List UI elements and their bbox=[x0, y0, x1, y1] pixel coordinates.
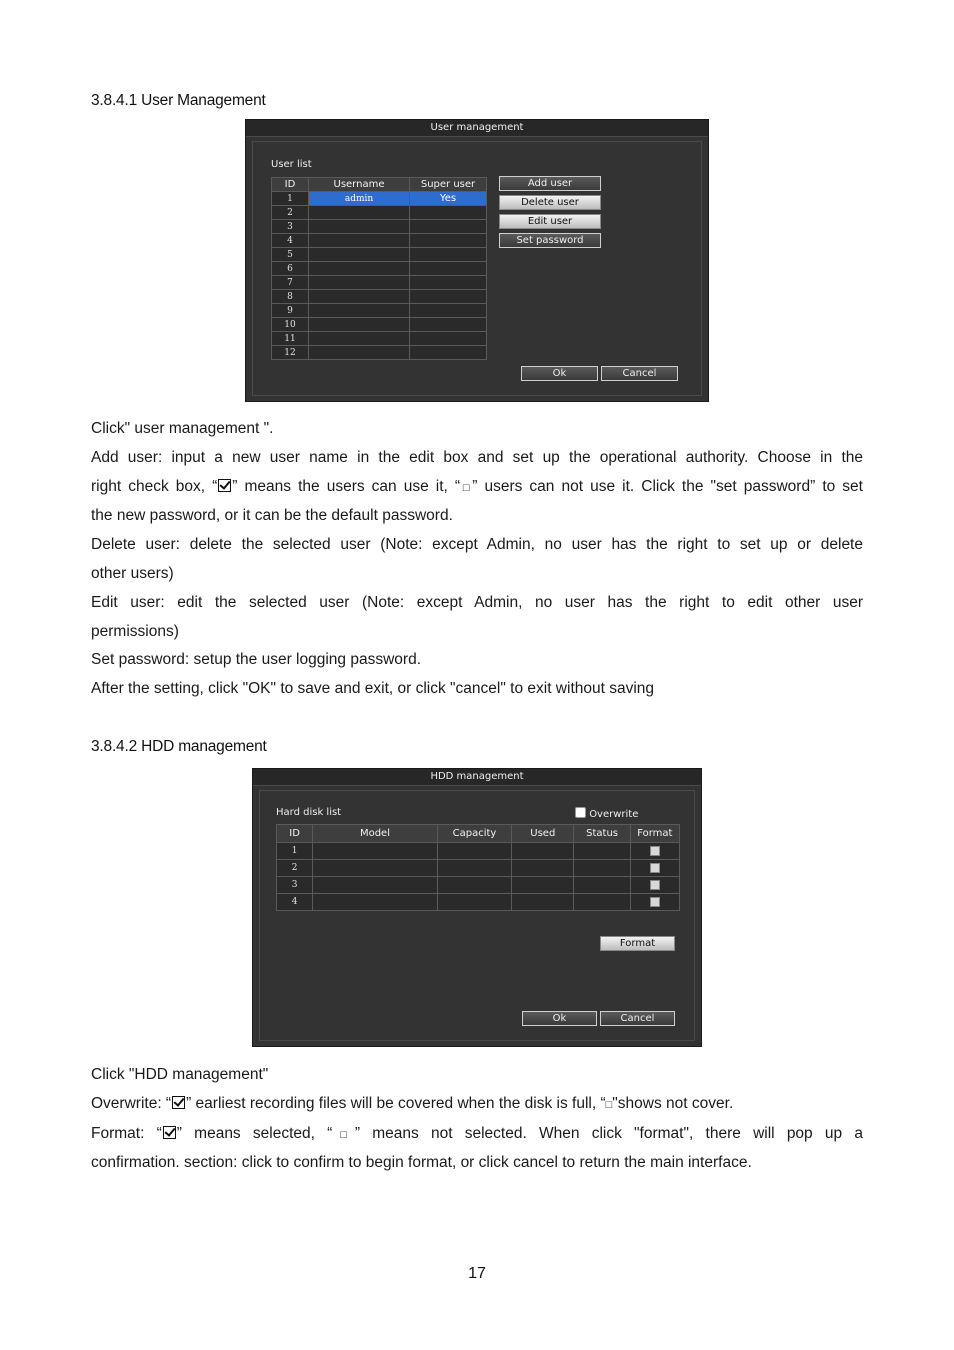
format-checkbox-icon[interactable] bbox=[650, 897, 660, 907]
paragraph: Click" user management ". bbox=[91, 420, 274, 437]
column-header-model: Model bbox=[313, 825, 438, 843]
cell-status bbox=[574, 877, 630, 894]
cell-format bbox=[630, 843, 679, 860]
empty-box-icon: □ bbox=[605, 1098, 613, 1111]
cell-super-user bbox=[410, 276, 487, 290]
table-row[interactable] bbox=[277, 877, 680, 894]
text: ” earliest recording files will be covered when the disk is full, “ bbox=[186, 1094, 606, 1112]
cell-format bbox=[630, 877, 679, 894]
table-row[interactable] bbox=[272, 234, 487, 248]
table-row[interactable] bbox=[277, 860, 680, 877]
cell-model bbox=[313, 877, 438, 894]
cell-id: 6 bbox=[272, 262, 309, 276]
cell-username bbox=[309, 290, 410, 304]
section1-body bbox=[91, 415, 863, 704]
column-header-id: ID bbox=[272, 178, 309, 192]
cell-username bbox=[309, 318, 410, 332]
cell-username bbox=[309, 262, 410, 276]
table-row[interactable] bbox=[272, 332, 487, 346]
cell-super-user bbox=[410, 346, 487, 360]
table-row[interactable] bbox=[272, 220, 487, 234]
section-heading-user-management: 3.8.4.1 User Management bbox=[91, 92, 266, 109]
hard-disk-table bbox=[276, 824, 680, 911]
cell-username bbox=[309, 220, 410, 234]
hdd-management-window bbox=[252, 768, 702, 1047]
paragraph: Click "HDD management" bbox=[91, 1066, 269, 1083]
cancel-button[interactable]: Cancel bbox=[600, 1011, 675, 1026]
empty-box-icon: □ bbox=[460, 481, 473, 494]
cell-used bbox=[512, 894, 574, 911]
cell-capacity bbox=[437, 877, 511, 894]
cell-id: 5 bbox=[272, 248, 309, 262]
column-header-capacity: Capacity bbox=[437, 825, 511, 843]
cell-username bbox=[309, 276, 410, 290]
table-row[interactable] bbox=[277, 894, 680, 911]
cell-capacity bbox=[437, 843, 511, 860]
cell-super-user bbox=[410, 220, 487, 234]
format-button[interactable]: Format bbox=[600, 936, 675, 951]
paragraph: the new password, or it can be the default password. bbox=[91, 507, 453, 525]
cell-username bbox=[309, 304, 410, 318]
section-heading-hdd-management: 3.8.4.2 HDD management bbox=[91, 738, 267, 755]
cell-username bbox=[309, 248, 410, 262]
cell-model bbox=[313, 843, 438, 860]
cell-used bbox=[512, 860, 574, 877]
window-title: User management bbox=[246, 120, 708, 137]
cell-id: 9 bbox=[272, 304, 309, 318]
cell-id: 7 bbox=[272, 276, 309, 290]
paragraph: Edit user: edit the selected user (Note: except Admin, no user has the right to edit other user bbox=[91, 593, 863, 611]
column-header-status: Status bbox=[574, 825, 630, 843]
text: ” means not selected. When click "format", there will pop up a bbox=[354, 1124, 863, 1142]
edit-user-button[interactable]: Edit user bbox=[499, 214, 601, 229]
paragraph-line bbox=[91, 1090, 863, 1120]
ok-button[interactable]: Ok bbox=[522, 1011, 597, 1026]
checked-box-icon bbox=[163, 1126, 176, 1139]
column-header-format: Format bbox=[630, 825, 679, 843]
table-row[interactable] bbox=[272, 318, 487, 332]
table-row[interactable] bbox=[272, 346, 487, 360]
paragraph-line bbox=[91, 1120, 863, 1150]
cell-id: 2 bbox=[277, 860, 313, 877]
cell-super-user bbox=[410, 290, 487, 304]
cell-id: 2 bbox=[272, 206, 309, 220]
cell-id: 11 bbox=[272, 332, 309, 346]
column-header-id: ID bbox=[277, 825, 313, 843]
format-checkbox-icon[interactable] bbox=[650, 846, 660, 856]
user-management-window bbox=[245, 119, 709, 402]
overwrite-label: Overwrite bbox=[589, 809, 639, 820]
cell-used bbox=[512, 843, 574, 860]
cell-used bbox=[512, 877, 574, 894]
table-row[interactable] bbox=[272, 290, 487, 304]
table-row[interactable] bbox=[272, 276, 487, 290]
cell-id: 8 bbox=[272, 290, 309, 304]
checkbox-icon[interactable] bbox=[575, 807, 586, 818]
cell-super-user bbox=[410, 206, 487, 220]
column-header-username: Username bbox=[309, 178, 410, 192]
cell-model bbox=[313, 894, 438, 911]
cell-id: 4 bbox=[277, 894, 313, 911]
format-checkbox-icon[interactable] bbox=[650, 863, 660, 873]
cell-id: 3 bbox=[277, 877, 313, 894]
window-title: HDD management bbox=[253, 769, 701, 786]
cell-model bbox=[313, 860, 438, 877]
cell-id: 1 bbox=[277, 843, 313, 860]
cell-capacity bbox=[437, 860, 511, 877]
cell-status bbox=[574, 860, 630, 877]
paragraph: After the setting, click "OK" to save and exit, or click "cancel" to exit without saving bbox=[91, 680, 655, 698]
paragraph: other users) bbox=[91, 564, 174, 582]
cell-username bbox=[309, 346, 410, 360]
user-list-label: User list bbox=[271, 159, 312, 170]
checked-box-icon bbox=[172, 1096, 185, 1109]
hard-disk-list-label: Hard disk list bbox=[276, 807, 342, 818]
cell-super-user bbox=[410, 332, 487, 346]
text: ” means selected, “ bbox=[176, 1124, 333, 1142]
user-list-table bbox=[271, 177, 487, 360]
cell-status bbox=[574, 843, 630, 860]
text: ” users can not use it. Click the "set password” to set bbox=[472, 477, 863, 495]
cell-username bbox=[309, 332, 410, 346]
set-password-button[interactable]: Set password bbox=[499, 233, 601, 248]
text: Overwrite: “ bbox=[91, 1094, 172, 1112]
cell-format bbox=[630, 860, 679, 877]
checked-box-icon bbox=[218, 479, 231, 492]
cell-id: 12 bbox=[272, 346, 309, 360]
table-row[interactable] bbox=[272, 304, 487, 318]
empty-box-icon: □ bbox=[332, 1128, 355, 1141]
cell-status bbox=[574, 894, 630, 911]
paragraph: permissions) bbox=[91, 622, 179, 640]
cell-id: 1 bbox=[272, 192, 309, 206]
table-row[interactable] bbox=[272, 206, 487, 220]
cell-super-user: Yes bbox=[410, 192, 487, 206]
paragraph: Add user: input a new user name in the edit box and set up the operational authority. Choose in the bbox=[91, 448, 863, 466]
column-header-used: Used bbox=[512, 825, 574, 843]
cell-id: 3 bbox=[272, 220, 309, 234]
page-number: 17 bbox=[468, 1265, 486, 1282]
delete-user-button[interactable]: Delete user bbox=[499, 195, 601, 210]
cell-format bbox=[630, 894, 679, 911]
cell-id: 4 bbox=[272, 234, 309, 248]
table-row[interactable] bbox=[272, 192, 487, 206]
cancel-button[interactable]: Cancel bbox=[601, 366, 678, 381]
cell-super-user bbox=[410, 304, 487, 318]
section2-body bbox=[91, 1061, 863, 1178]
cell-username: admin bbox=[309, 192, 410, 206]
cell-username bbox=[309, 234, 410, 248]
text: right check box, “ bbox=[91, 477, 218, 495]
cell-id: 10 bbox=[272, 318, 309, 332]
cell-username bbox=[309, 206, 410, 220]
cell-super-user bbox=[410, 318, 487, 332]
cell-super-user bbox=[410, 248, 487, 262]
paragraph: confirmation. section: click to confirm to begin format, or click cancel to return the main interface. bbox=[91, 1154, 752, 1172]
table-row[interactable] bbox=[272, 262, 487, 276]
cell-super-user bbox=[410, 262, 487, 276]
ok-button[interactable]: Ok bbox=[521, 366, 598, 381]
column-header-super-user: Super user bbox=[410, 178, 487, 192]
paragraph: Delete user: delete the selected user (Note: except Admin, no user has the right to set up or delete bbox=[91, 536, 863, 554]
text: Format: “ bbox=[91, 1124, 162, 1142]
table-row[interactable] bbox=[277, 843, 680, 860]
table-row[interactable] bbox=[272, 248, 487, 262]
text: ” means the users can use it, “ bbox=[232, 477, 461, 495]
paragraph: Set password: setup the user logging password. bbox=[91, 651, 421, 669]
cell-super-user bbox=[410, 234, 487, 248]
format-checkbox-icon[interactable] bbox=[650, 880, 660, 890]
cell-capacity bbox=[437, 894, 511, 911]
text: "shows not cover. bbox=[612, 1094, 734, 1112]
overwrite-checkbox[interactable] bbox=[575, 807, 638, 820]
add-user-button[interactable]: Add user bbox=[499, 176, 601, 191]
paragraph-line bbox=[91, 473, 863, 503]
